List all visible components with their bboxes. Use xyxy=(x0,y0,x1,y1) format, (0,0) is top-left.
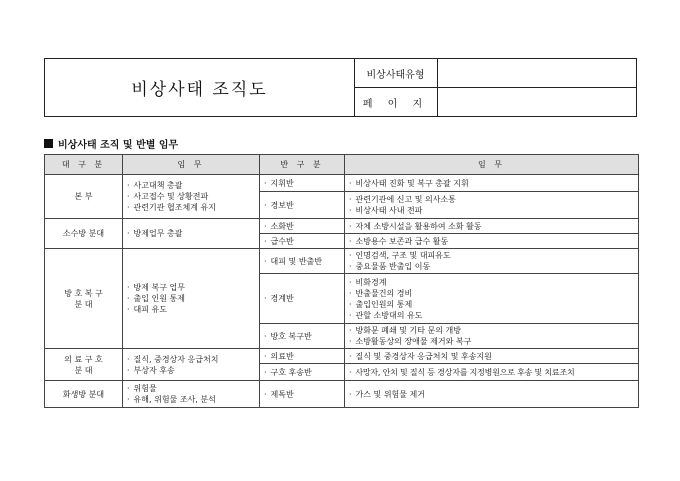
page-number-value xyxy=(437,88,636,116)
division-duties xyxy=(123,175,260,219)
duty-item: · 사고대책 총괄 xyxy=(127,180,255,191)
team-name: · 경보반 xyxy=(260,192,345,219)
duty-item: · 위험물 xyxy=(127,383,255,394)
page-title: 비상사태 조직도 xyxy=(45,59,355,116)
team-name: · 급수반 xyxy=(260,234,345,249)
team-tasks: · 비상사태 진화 및 복구 총괄 지휘 xyxy=(345,175,639,192)
page-number-label: 페 이 지 xyxy=(354,88,438,116)
division-name: 화생방 분대 xyxy=(45,381,123,408)
team-tasks: · 방화문 폐쇄 및 기타 문의 개방 · 소방활동상의 장애물 제거와 복구 xyxy=(345,324,639,349)
duty-item: · 부상자 후송 xyxy=(127,365,255,376)
division-duties xyxy=(123,381,260,408)
team-name: · 소화반 xyxy=(260,219,345,234)
division-name: 소수방 분대 xyxy=(45,219,123,249)
division-name: 방 호 복 구 분 대 xyxy=(45,249,123,349)
table-row xyxy=(45,381,639,408)
team-name: · 구호 후송반 xyxy=(260,364,345,381)
emergency-type-value xyxy=(437,59,636,88)
square-bullet-icon xyxy=(44,139,53,148)
division-duties xyxy=(123,249,260,349)
team-tasks: · 비화경계 · 반출물건의 경비 · 출입인원의 통제 · 관할 소방대의 유도 xyxy=(345,274,639,324)
organization-table xyxy=(44,154,639,408)
team-tasks: · 가스 및 위험물 제거 xyxy=(345,381,639,408)
table-row xyxy=(45,349,639,364)
duty-item: · 대피 유도 xyxy=(127,304,255,315)
table-row xyxy=(45,249,639,274)
section-title: 비상사태 조직 및 반별 임무 xyxy=(58,140,179,151)
team-tasks: · 소방용수 보존과 급수 활동 xyxy=(345,234,639,249)
table-header-row xyxy=(45,155,639,175)
column-header: 대 구 분 xyxy=(45,155,123,175)
team-name: · 제독반 xyxy=(260,381,345,408)
team-tasks: · 인명검색, 구조 및 대피유도 · 중요물품 반출입 이동 xyxy=(345,249,639,274)
column-header: 임 무 xyxy=(345,155,639,175)
duty-item: · 출입 인원 통제 xyxy=(127,293,255,304)
column-header: 임 무 xyxy=(123,155,260,175)
duty-item: · 관련기관 협조체계 유지 xyxy=(127,202,255,213)
duty-item: · 방제 복구 업무 xyxy=(127,282,255,293)
team-tasks: · 관련기관에 신고 및 의사소통 · 비상사태 사내 전파 xyxy=(345,192,639,219)
team-name: · 지휘반 xyxy=(260,175,345,192)
table-row xyxy=(45,219,639,234)
division-duties xyxy=(123,219,260,249)
duty-item: · 방제업무 총괄 xyxy=(127,228,255,239)
duty-item: · 사고접수 및 상황전파 xyxy=(127,191,255,202)
division-name: 본 부 xyxy=(45,175,123,219)
team-tasks: · 질식 및 중경상자 응급처치 및 후송지원 xyxy=(345,349,639,364)
duty-item: · 유해, 위험물 조사, 분석 xyxy=(127,394,255,405)
team-name: · 대피 및 반출반 xyxy=(260,249,345,274)
emergency-type-label: 비상사태유형 xyxy=(354,59,438,88)
duty-item: · 질식, 중경상자 응급처치 xyxy=(127,354,255,365)
division-duties xyxy=(123,349,260,381)
team-tasks: · 자체 소방시설을 활용하여 소화 활동 xyxy=(345,219,639,234)
team-tasks: · 사망자, 안치 및 질식 등 경상자를 지정병원으로 후송 및 치료조치 xyxy=(345,364,639,381)
column-header: 반 구 분 xyxy=(260,155,345,175)
header-box xyxy=(44,58,637,117)
table-row xyxy=(45,175,639,192)
team-name: · 의료반 xyxy=(260,349,345,364)
section-heading xyxy=(44,136,178,151)
team-name: · 경계반 xyxy=(260,274,345,324)
division-name: 의 료 구 호 분 대 xyxy=(45,349,123,381)
team-name: · 방호 복구반 xyxy=(260,324,345,349)
